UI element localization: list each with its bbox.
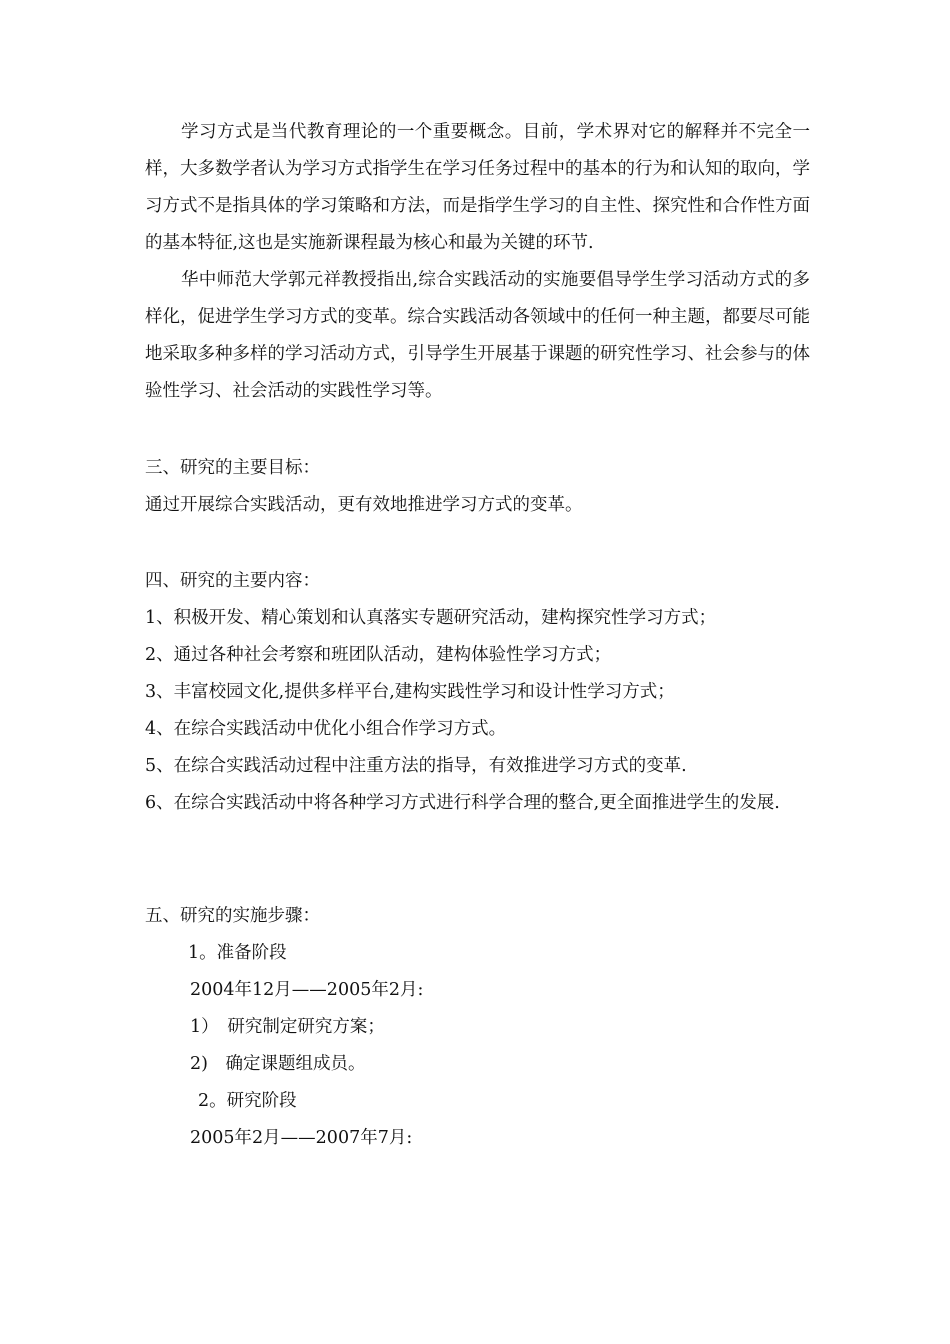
stage-1-step-2: 2) 确定课题组成员。 bbox=[190, 1054, 366, 1074]
section-3-body: 通过开展综合实践活动，更有效地推进学习方式的变革。 bbox=[145, 495, 583, 515]
section-5-heading: 五、研究的实施步骤： bbox=[145, 906, 320, 926]
section-4 bbox=[145, 563, 810, 822]
intro-section bbox=[145, 114, 810, 410]
intro-paragraph-1: 学习方式是当代教育理论的一个重要概念。目前，学术界对它的解释并不完全一样，大多数学者认为学习方式指学生在学习任务过程中的基本的行为和认知的取向，学习方式不是指具体的学习策略和方法，而是指学生学习的自主性、探究性和合作性方面的基本特征,这也是实施新课程最为核心和最为关键的环节. bbox=[145, 122, 810, 253]
section-3 bbox=[145, 450, 810, 524]
list-item: 4、在综合实践活动中优化小组合作学习方式。 bbox=[145, 719, 507, 739]
stage-2-period: 2005年2月——2007年7月: bbox=[190, 1128, 413, 1148]
list-item: 1、积极开发、精心策划和认真落实专题研究活动，建构探究性学习方式； bbox=[145, 608, 717, 628]
list-item: 2、通过各种社会考察和班团队活动，建构体验性学习方式； bbox=[145, 645, 612, 665]
list-item: 6、在综合实践活动中将各种学习方式进行科学合理的整合,更全面推进学生的发展. bbox=[145, 793, 780, 813]
intro-paragraph-2: 华中师范大学郭元祥教授指出,综合实践活动的实施要倡导学生学习活动方式的多样化，促进学生学习方式的变革。综合实践活动各领域中的任何一种主题，都要尽可能地采取多种多样的学习活动方式，引导学生开展基于课题的研究性学习、社会参与的体验性学习、社会活动的实践性学习等。 bbox=[145, 270, 810, 401]
stage-1-period: 2004年12月——2005年2月: bbox=[190, 980, 424, 1000]
section-3-heading: 三、研究的主要目标： bbox=[145, 458, 320, 478]
stage-1-title: 1。准备阶段 bbox=[188, 943, 287, 963]
stage-1-step-1: 1） 研究制定研究方案； bbox=[190, 1017, 385, 1037]
list-item: 3、丰富校园文化,提供多样平台,建构实践性学习和设计性学习方式； bbox=[145, 682, 675, 702]
stage-2-title: 2。研究阶段 bbox=[198, 1091, 297, 1111]
section-4-heading: 四、研究的主要内容： bbox=[145, 571, 320, 591]
list-item: 5、在综合实践活动过程中注重方法的指导，有效推进学习方式的变革. bbox=[145, 756, 687, 776]
